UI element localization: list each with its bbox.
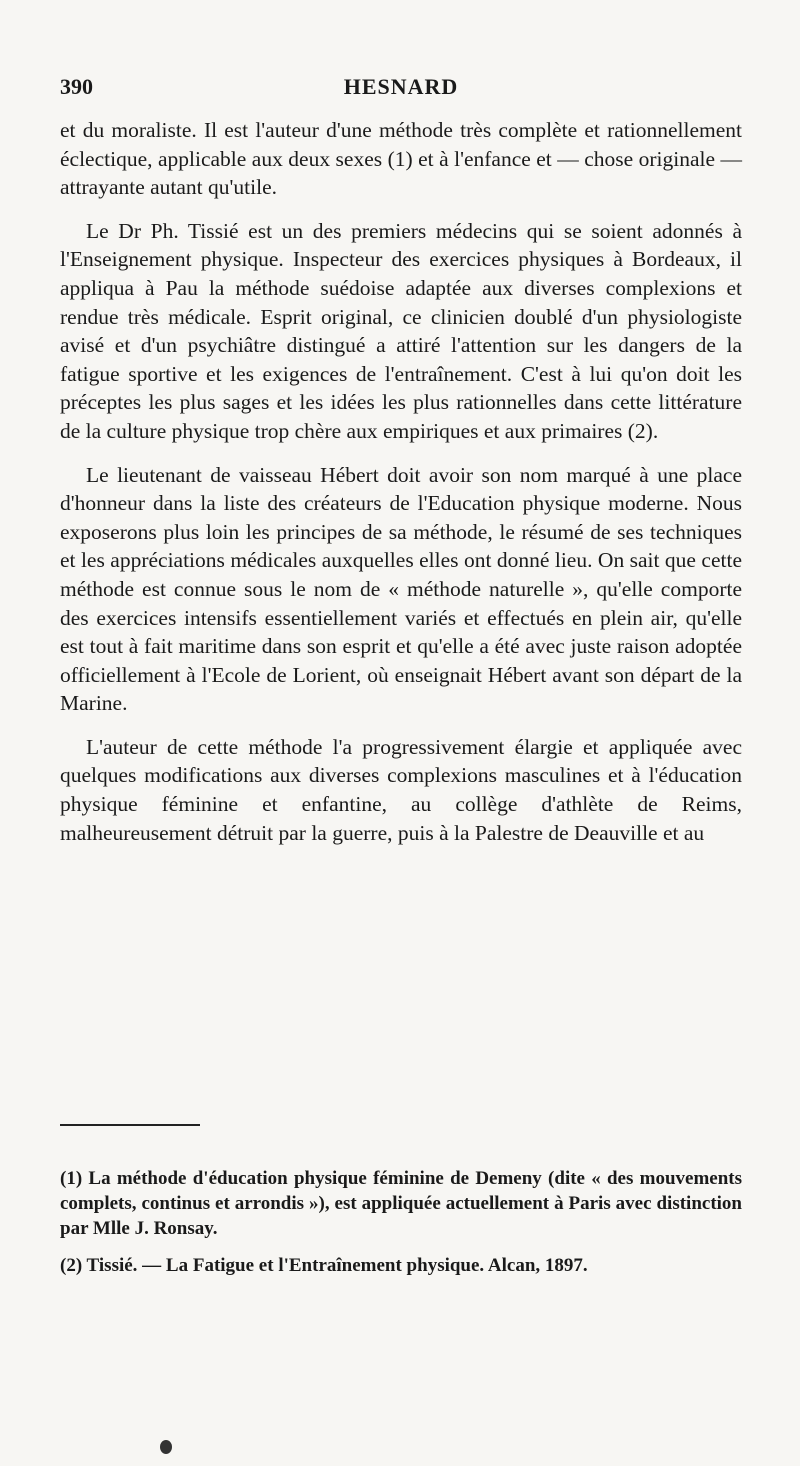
- page-header: [60, 74, 742, 102]
- running-head: HESNARD: [343, 74, 459, 99]
- footnote: (2) Tissié. — La Fatigue et l'Entraînement physique. Alcan, 1897.: [60, 1255, 588, 1276]
- paragraph: Le Dr Ph. Tissié est un des premiers médecins qui se soient adonnés à l'Enseignement physique. Inspecteur des exercices physiques à Bordeaux, il appliqua à Pau la méthode suédoise adaptée aux diverses complexions et rendue très médicale. Esprit original, ce clinicien doublé d'un physiologiste avisé et d'un psychiâtre distingué a attiré l'attention sur les dangers de la fatigue sportive et les exigences de l'entraînement. C'est à lui qu'on doit les préceptes les plus sages et les idées les plus rationnelles dans cette littérature de la culture physique trop chère aux empiriques et aux primaires (2).: [60, 218, 742, 443]
- paragraph: L'auteur de cette méthode l'a progressivement élargie et appliquée avec quelques modifications aux diverses complexions masculines et à l'éducation physique féminine et enfantine, au collège d'athlète de Reims, malheureusement détruit par la guerre, puis à la Palestre de Deauville et au: [60, 734, 742, 845]
- ink-blot: [160, 1440, 172, 1454]
- paragraph: et du moraliste. Il est l'auteur d'une méthode très complète et rationnellement éclectique, applicable aux deux sexes (1) et à l'enfance et — chose originale — attrayante autant qu'utile.: [60, 118, 742, 200]
- footnotes: [60, 1166, 742, 1290]
- footnote-rule: [60, 1124, 200, 1126]
- footnote: (1) La méthode d'éducation physique féminine de Demeny (dite « des mouvements complets, continus et arrondis »), est appliquée actuellement à Paris avec distinction par Mlle J. Ronsay.: [60, 1168, 742, 1239]
- body-text: [60, 116, 742, 862]
- page-number: 390: [60, 74, 93, 99]
- paragraph: Le lieutenant de vaisseau Hébert doit avoir son nom marqué à une place d'honneur dans la liste des créateurs de l'Education physique moderne. Nous exposerons plus loin les principes de sa méthode, le résumé de ses techniques et les appréciations médicales auxquelles elles ont donné lieu. On sait que cette méthode est connue sous le nom de « méthode naturelle », qu'elle comporte des exercices intensifs essentiellement variés et effectués en plein air, qu'elle est tout à fait maritime dans son esprit et qu'elle a été avec juste raison adoptée officiellement à l'Ecole de Lorient, où enseignait Hébert avant son départ de la Marine.: [60, 462, 742, 716]
